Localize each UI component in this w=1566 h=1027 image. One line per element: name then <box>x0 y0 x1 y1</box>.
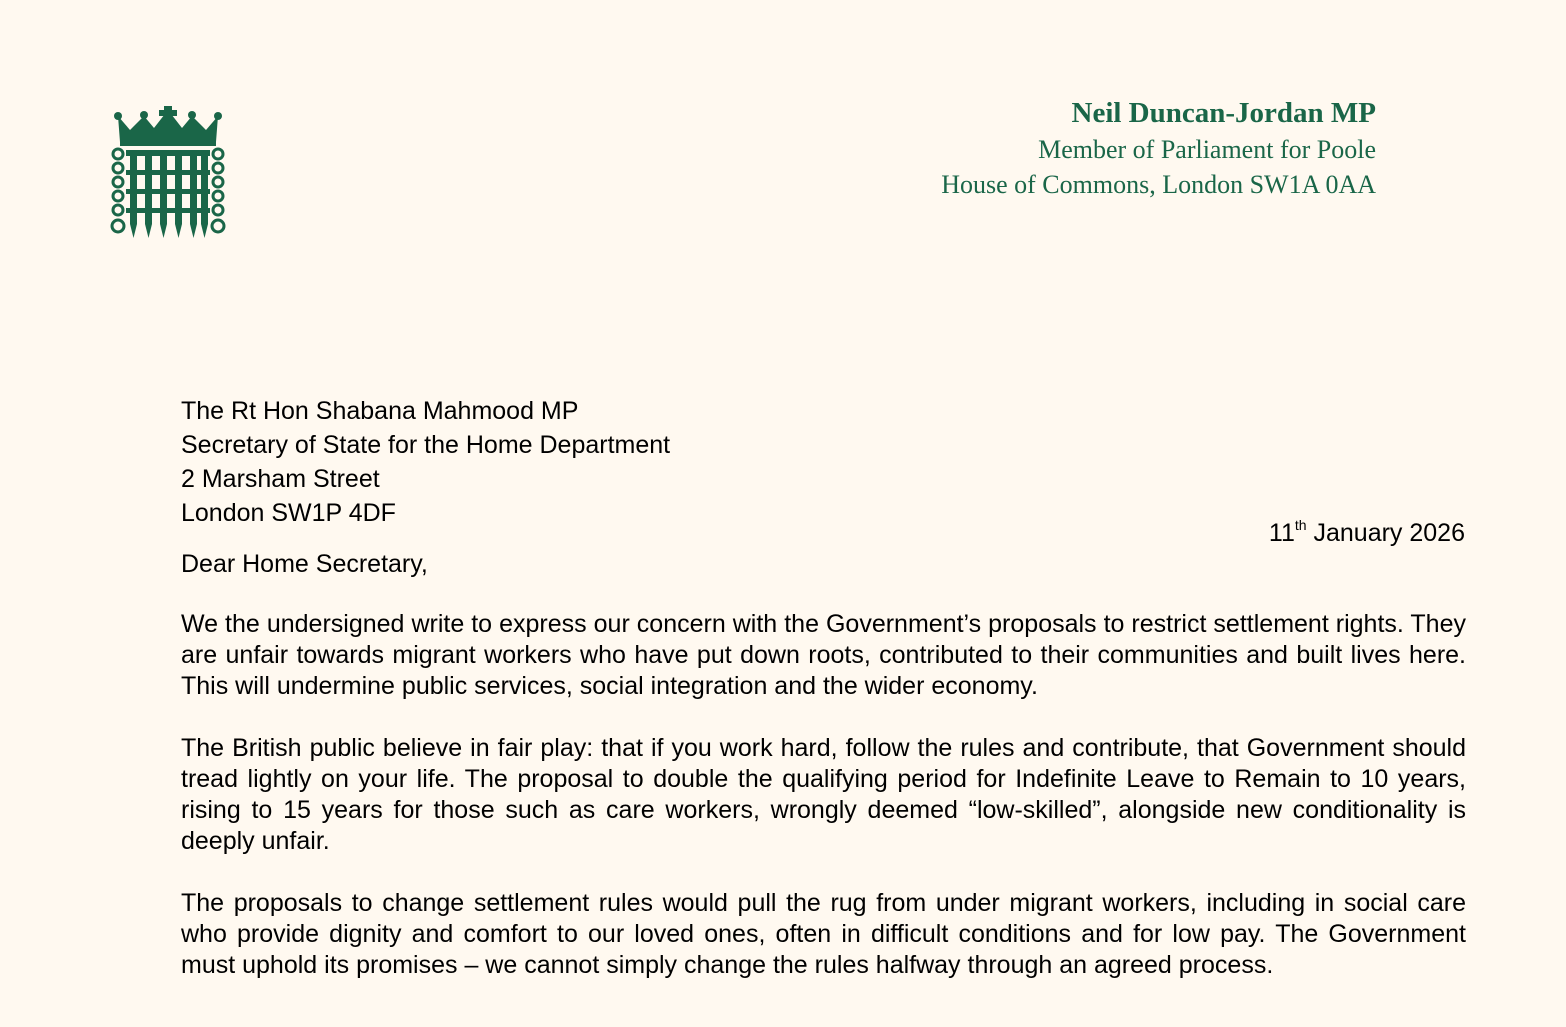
date-day: 11 <box>1268 519 1295 547</box>
letterhead-sender <box>941 94 1376 202</box>
letter-date <box>1269 517 1465 549</box>
recipient-title: Secretary of State for the Home Department <box>181 431 671 459</box>
recipient-street: 2 Marsham Street <box>181 465 380 493</box>
date-month-year: January 2026 <box>1313 519 1465 547</box>
sender-address: House of Commons, London SW1A 0AA <box>941 170 1376 199</box>
sender-name: Neil Duncan-Jordan MP <box>1071 97 1376 129</box>
body-paragraph: The British public believe in fair play: that if you work hard, follow the rules and contribute, that Government should tread lightly on your life. The proposal to double the qualifying period for Indefinite Leave to Remain to 10 years, rising to 15 years for those such as care workers, wrongly deemed “low-skilled”, alongside new conditionality is deeply unfair. <box>181 734 1466 855</box>
body-paragraph: The proposals to change settlement rules would pull the rug from under migrant workers, including in social care who provide dignity and comfort to our loved ones, often in difficult conditions and for low pay. The Government must uphold its promises – we cannot simply change the rules halfway through an agreed process. <box>181 889 1466 979</box>
recipient-address-block <box>181 394 670 530</box>
salutation: Dear Home Secretary, <box>181 550 428 578</box>
portcullis-crest-icon <box>110 106 226 240</box>
recipient-name: The Rt Hon Shabana Mahmood MP <box>181 397 579 425</box>
body-paragraph: We the undersigned write to express our concern with the Government’s proposals to restrict settlement rights. They are unfair towards migrant workers who have put down roots, contributed to their communities and built lives here. This will undermine public services, social integration and the wider economy. <box>181 610 1466 700</box>
sender-role: Member of Parliament for Poole <box>1038 135 1376 164</box>
recipient-city: London SW1P 4DF <box>181 499 396 527</box>
letter-body <box>181 609 1466 1012</box>
date-suffix: th <box>1294 517 1307 533</box>
